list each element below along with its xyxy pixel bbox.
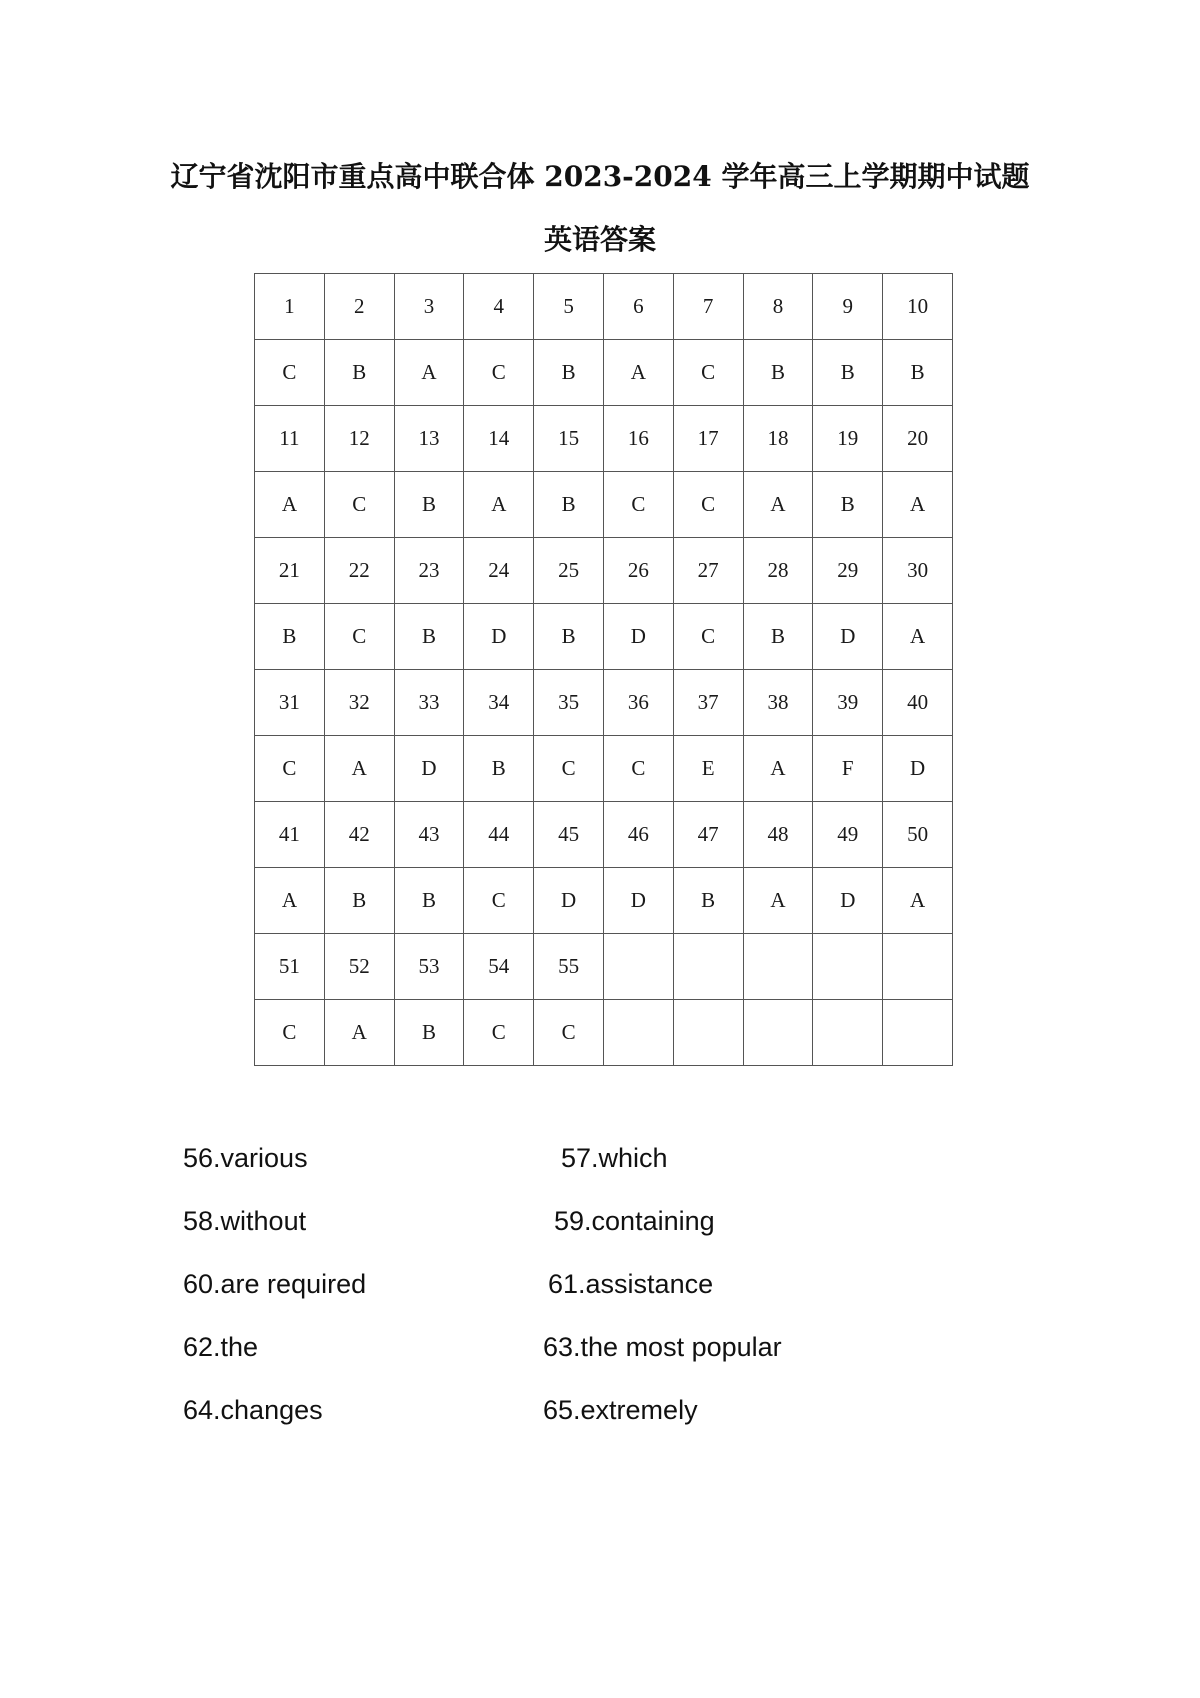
table-cell: F (813, 736, 883, 802)
table-cell: B (743, 604, 813, 670)
answer-table (254, 273, 953, 1066)
table-cell: B (464, 736, 534, 802)
table-cell: 46 (603, 802, 673, 868)
table-cell: C (255, 736, 325, 802)
table-cell: 54 (464, 934, 534, 1000)
table-cell-empty (673, 934, 743, 1000)
table-cell: 27 (673, 538, 743, 604)
table-cell: A (883, 868, 953, 934)
table-cell: B (813, 472, 883, 538)
table-cell: 3 (394, 274, 464, 340)
table-row (255, 340, 953, 406)
table-row (255, 604, 953, 670)
table-cell: A (603, 340, 673, 406)
table-cell-empty (743, 1000, 813, 1066)
table-cell: 24 (464, 538, 534, 604)
table-cell-empty (743, 934, 813, 1000)
table-cell: 8 (743, 274, 813, 340)
table-cell: 40 (883, 670, 953, 736)
table-cell: C (603, 736, 673, 802)
fill-in-answer: 63.the most popular (543, 1332, 782, 1362)
table-cell: 37 (673, 670, 743, 736)
table-cell: A (394, 340, 464, 406)
table-cell: 43 (394, 802, 464, 868)
table-cell: 50 (883, 802, 953, 868)
document-title: 辽宁省沈阳市重点高中联合体 2023-2024 学年高三上学期期中试题 (170, 160, 1030, 193)
table-cell: 48 (743, 802, 813, 868)
table-cell: 32 (324, 670, 394, 736)
table-cell: 34 (464, 670, 534, 736)
fill-in-answer: 56.various (183, 1143, 308, 1173)
fill-in-answers (0, 1127, 1200, 1442)
table-cell: A (883, 604, 953, 670)
table-cell: C (255, 340, 325, 406)
table-cell: C (534, 1000, 604, 1066)
fill-in-answer: 64.changes (183, 1395, 323, 1425)
table-cell: 39 (813, 670, 883, 736)
table-cell: 38 (743, 670, 813, 736)
table-cell: B (673, 868, 743, 934)
table-cell: A (255, 472, 325, 538)
table-cell: D (534, 868, 604, 934)
table-cell: 52 (324, 934, 394, 1000)
table-cell: A (883, 472, 953, 538)
table-row (255, 934, 953, 1000)
table-cell: 41 (255, 802, 325, 868)
table-cell: 16 (603, 406, 673, 472)
table-cell: 4 (464, 274, 534, 340)
table-cell: D (394, 736, 464, 802)
fill-in-answer: 59.containing (554, 1206, 715, 1236)
table-cell-empty (813, 1000, 883, 1066)
table-cell: 1 (255, 274, 325, 340)
table-cell: D (813, 604, 883, 670)
fill-in-answer: 57.which (561, 1143, 668, 1173)
table-cell: A (743, 472, 813, 538)
table-cell: B (324, 340, 394, 406)
table-cell-empty (883, 1000, 953, 1066)
table-cell: A (255, 868, 325, 934)
table-cell: 22 (324, 538, 394, 604)
table-cell: 49 (813, 802, 883, 868)
table-cell: 42 (324, 802, 394, 868)
table-cell: C (534, 736, 604, 802)
table-row (255, 406, 953, 472)
table-cell: 21 (255, 538, 325, 604)
table-cell: 29 (813, 538, 883, 604)
table-cell: E (673, 736, 743, 802)
table-cell: 2 (324, 274, 394, 340)
table-cell: 47 (673, 802, 743, 868)
table-cell: A (324, 736, 394, 802)
table-cell: 15 (534, 406, 604, 472)
table-cell-empty (883, 934, 953, 1000)
table-cell: D (603, 604, 673, 670)
table-row (255, 538, 953, 604)
table-cell-empty (673, 1000, 743, 1066)
table-cell: 20 (883, 406, 953, 472)
table-cell: D (813, 868, 883, 934)
table-row (255, 736, 953, 802)
table-row (255, 472, 953, 538)
table-cell: 19 (813, 406, 883, 472)
fill-in-row (0, 1316, 1200, 1379)
table-cell: A (743, 736, 813, 802)
table-cell: 17 (673, 406, 743, 472)
table-cell: 55 (534, 934, 604, 1000)
table-cell: 14 (464, 406, 534, 472)
table-cell: 30 (883, 538, 953, 604)
table-cell: B (743, 340, 813, 406)
table-cell: 11 (255, 406, 325, 472)
table-cell: A (324, 1000, 394, 1066)
table-row (255, 802, 953, 868)
table-cell: C (464, 340, 534, 406)
table-row (255, 670, 953, 736)
table-cell: 53 (394, 934, 464, 1000)
table-cell: A (464, 472, 534, 538)
table-cell-empty (603, 934, 673, 1000)
table-cell: 25 (534, 538, 604, 604)
document-subtitle: 英语答案 (543, 223, 656, 256)
table-cell: C (603, 472, 673, 538)
table-cell: 31 (255, 670, 325, 736)
table-cell: C (464, 868, 534, 934)
table-row (255, 868, 953, 934)
table-cell: 13 (394, 406, 464, 472)
table-row (255, 274, 953, 340)
table-cell: B (394, 868, 464, 934)
table-cell-empty (813, 934, 883, 1000)
table-cell: 33 (394, 670, 464, 736)
table-cell: 7 (673, 274, 743, 340)
fill-in-answer: 58.without (183, 1206, 307, 1236)
fill-in-row (0, 1379, 1200, 1442)
table-cell: B (394, 1000, 464, 1066)
table-cell: B (534, 604, 604, 670)
table-cell: B (534, 340, 604, 406)
table-cell: B (813, 340, 883, 406)
table-cell: 12 (324, 406, 394, 472)
table-cell: 23 (394, 538, 464, 604)
table-cell: C (464, 1000, 534, 1066)
table-cell: 45 (534, 802, 604, 868)
table-cell: B (324, 868, 394, 934)
table-cell: D (603, 868, 673, 934)
table-cell: 36 (603, 670, 673, 736)
table-cell: D (464, 604, 534, 670)
fill-in-answer: 62.the (183, 1332, 259, 1362)
table-cell: C (255, 1000, 325, 1066)
fill-in-answer: 61.assistance (548, 1269, 714, 1299)
table-cell: 44 (464, 802, 534, 868)
table-cell: A (743, 868, 813, 934)
table-cell: B (883, 340, 953, 406)
table-cell: 18 (743, 406, 813, 472)
table-cell: C (673, 472, 743, 538)
table-cell: 26 (603, 538, 673, 604)
table-cell: 5 (534, 274, 604, 340)
table-cell: B (534, 472, 604, 538)
table-cell: 51 (255, 934, 325, 1000)
table-cell: 6 (603, 274, 673, 340)
table-cell: 9 (813, 274, 883, 340)
table-cell: 28 (743, 538, 813, 604)
table-cell: B (394, 472, 464, 538)
table-cell: C (324, 604, 394, 670)
fill-in-answer: 60.are required (183, 1269, 367, 1299)
table-cell-empty (603, 1000, 673, 1066)
table-cell: C (673, 604, 743, 670)
table-cell: C (673, 340, 743, 406)
fill-in-answer: 65.extremely (543, 1395, 698, 1425)
table-cell: C (324, 472, 394, 538)
table-cell: D (883, 736, 953, 802)
table-cell: B (394, 604, 464, 670)
table-cell: 10 (883, 274, 953, 340)
table-cell: B (255, 604, 325, 670)
fill-in-row (0, 1127, 1200, 1190)
table-row (255, 1000, 953, 1066)
table-cell: 35 (534, 670, 604, 736)
fill-in-row (0, 1253, 1200, 1316)
fill-in-row (0, 1190, 1200, 1253)
